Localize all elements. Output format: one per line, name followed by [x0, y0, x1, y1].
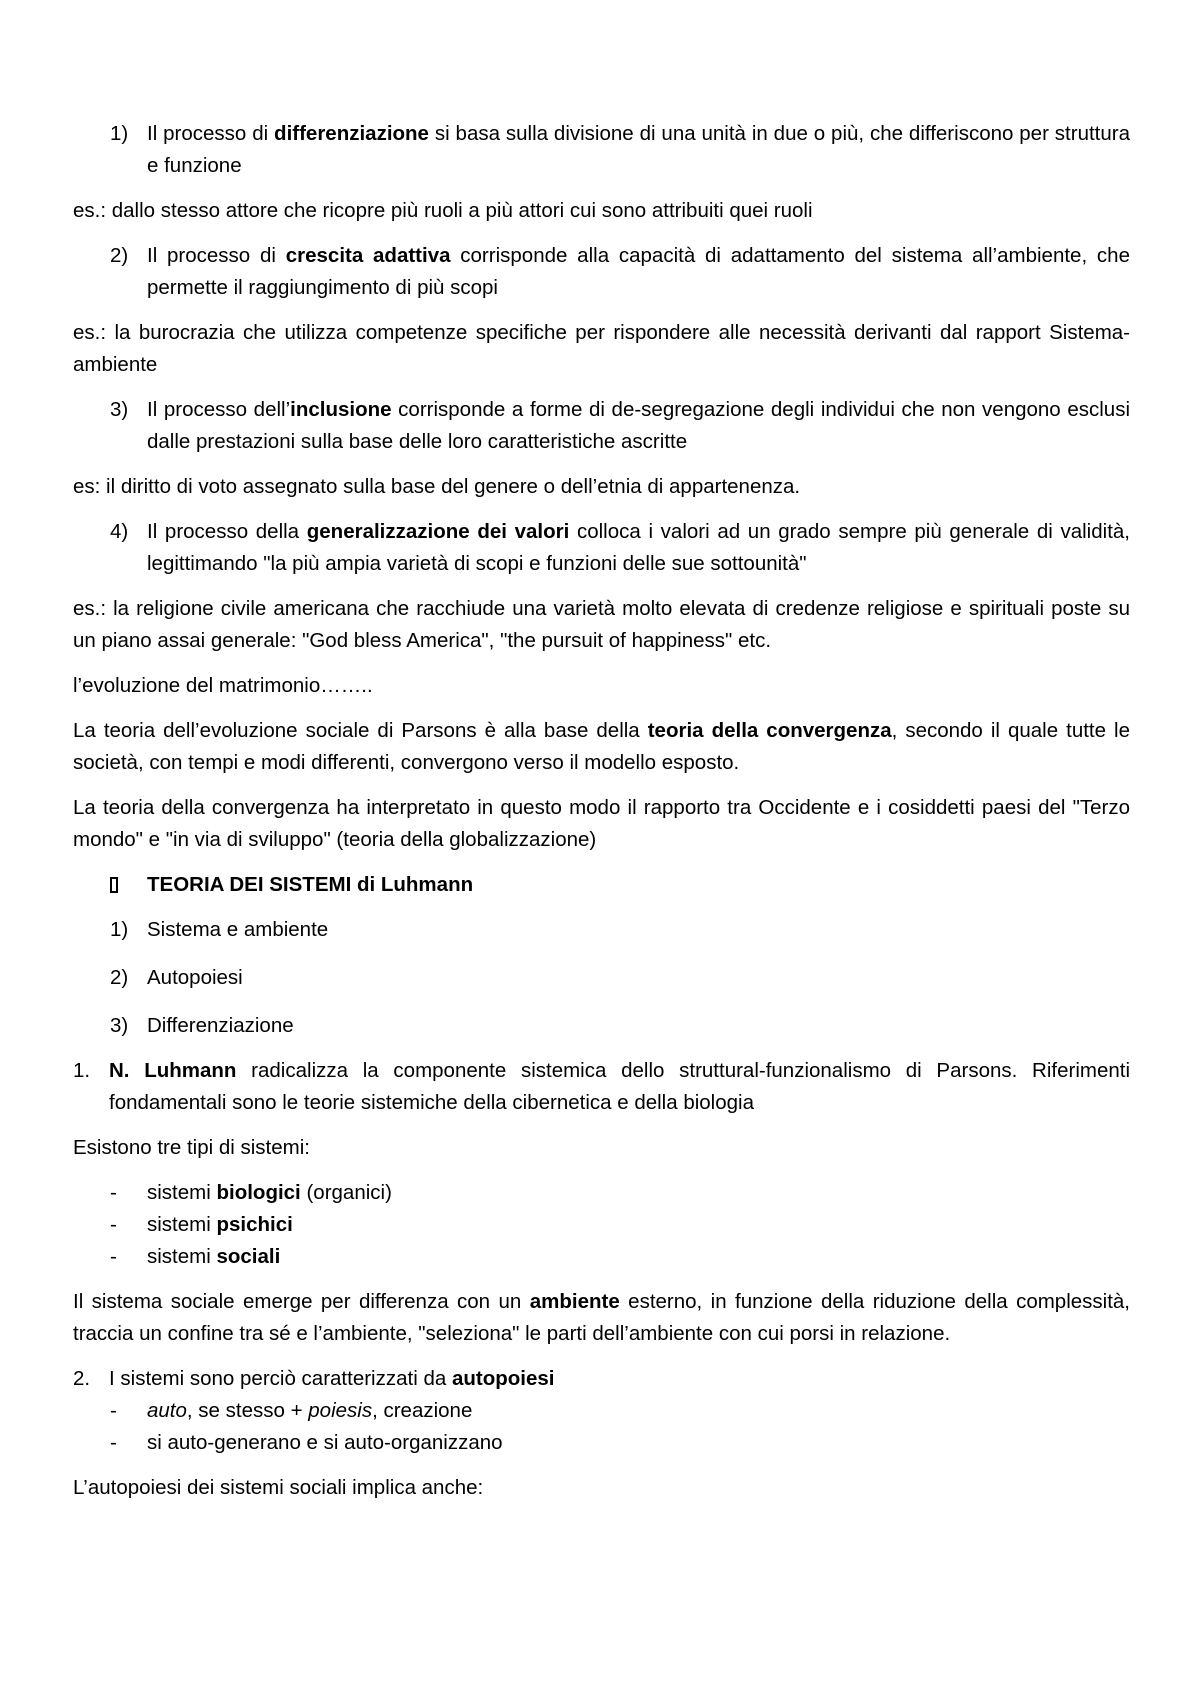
list-text: I sistemi sono perciò caratterizzati da autopoiesi — [109, 1367, 555, 1390]
list-text: Il processo dell’inclusione corrisponde a forme di de-segregazione degli individui che non vengono esclusi dalle prestazioni sulla base delle loro caratteristiche ascritte — [147, 398, 1130, 453]
tipi-intro: Esistono tre tipi di sistemi: — [73, 1136, 310, 1159]
dash-bullet: - — [110, 1399, 117, 1422]
list-text: Il processo di differenziazione si basa sulla divisione di una unità in due o più, che differiscono per struttura e funzione — [147, 122, 1130, 177]
list-text: Il processo di crescita adattiva corrisponde alla capacità di adattamento del sistema all’ambiente, che permette il raggiungimento di più scopi — [147, 244, 1130, 299]
list-number: 4) — [110, 520, 129, 543]
convergenza-paragraph: La teoria dell’evoluzione sociale di Parsons è alla base della teoria della convergenza, secondo il quale tutte le società, con tempi e modi differenti, convergono verso il modello esposto. — [73, 719, 1130, 774]
list-item-inclusione — [73, 394, 1130, 458]
example-paragraph: es.: dallo stesso attore che ricopre più ruoli a più attori cui sono attribuiti quei ruoli — [73, 199, 813, 222]
list-item-differenziazione — [73, 118, 1130, 182]
outline-item — [73, 914, 1130, 946]
list-number: 3) — [110, 398, 129, 421]
dash-item: - sistemi psichici — [73, 1209, 1130, 1241]
outline-item — [73, 1010, 1130, 1042]
list-item-generalizzazione — [73, 516, 1130, 580]
point-autopoiesi — [73, 1363, 1130, 1395]
outline-item — [73, 962, 1130, 994]
sistema-sociale-paragraph: Il sistema sociale emerge per differenza con un ambiente esterno, in funzione della riduzione della complessità, traccia un confine tra sé e l’ambiente, "seleziona" le parti dell’ambiente con cui porsi in relazione. — [73, 1290, 1131, 1345]
dash-item: - auto, se stesso + poiesis, creazione — [73, 1395, 1130, 1427]
dash-item: - si auto-generano e si auto-organizzano — [73, 1427, 1130, 1459]
globalizzazione-paragraph: La teoria della convergenza ha interpretato in questo modo il rapporto tra Occidente e i cosiddetti paesi del "Terzo mondo" e "in via di sviluppo" (teoria della globalizzazione) — [73, 796, 1130, 851]
list-item-crescita-adattiva — [73, 240, 1130, 304]
dash-item: - sistemi biologici (organici) — [73, 1177, 1130, 1209]
list-number: 2. — [73, 1367, 91, 1390]
dash-bullet: - — [110, 1431, 117, 1454]
list-number: 1. — [73, 1059, 91, 1082]
list-number: 1) — [110, 122, 129, 145]
list-text: Autopoiesi — [147, 966, 243, 989]
dash-bullet: - — [110, 1213, 117, 1236]
heading-text: TEORIA DEI SISTEMI di Luhmann — [147, 873, 474, 896]
example-paragraph: es.: la burocrazia che utilizza competenze specifiche per rispondere alle necessità derivanti dal rapport Sistema-ambiente — [73, 321, 1130, 376]
list-text: N. Luhmann radicalizza la componente sistemica dello struttural-funzionalismo di Parsons. Riferimenti fondamentali sono le teorie sistemiche della cibernetica e della biologia — [109, 1059, 1131, 1114]
bullet-square-icon — [110, 877, 118, 893]
list-number: 2) — [110, 244, 129, 267]
list-number: 2) — [110, 966, 129, 989]
dash-bullet: - — [110, 1245, 117, 1268]
list-text: Il processo della generalizzazione dei valori colloca i valori ad un grado sempre più generale di validità, legittimando "la più ampia varietà di scopi e funzioni delle sue sottounità" — [147, 520, 1130, 575]
example-paragraph: es.: la religione civile americana che racchiude una varietà molto elevata di credenze religiose e spirituali poste su un piano assai generale: "God bless America", "the pursuit of happiness" etc. — [73, 597, 1130, 652]
dash-bullet: - — [110, 1181, 117, 1204]
point-luhmann — [73, 1055, 1130, 1119]
final-line: L’autopoiesi dei sistemi sociali implica anche: — [73, 1476, 484, 1499]
section-heading — [73, 869, 1130, 901]
list-number: 3) — [110, 1014, 129, 1037]
list-number: 1) — [110, 918, 129, 941]
list-text: Differenziazione — [147, 1014, 294, 1037]
list-text: Sistema e ambiente — [147, 918, 329, 941]
matrimonio-line: l’evoluzione del matrimonio…….. — [73, 674, 373, 697]
dash-item: - sistemi sociali — [73, 1241, 1130, 1273]
example-paragraph: es: il diritto di voto assegnato sulla base del genere o dell’etnia di appartenenza. — [73, 475, 801, 498]
